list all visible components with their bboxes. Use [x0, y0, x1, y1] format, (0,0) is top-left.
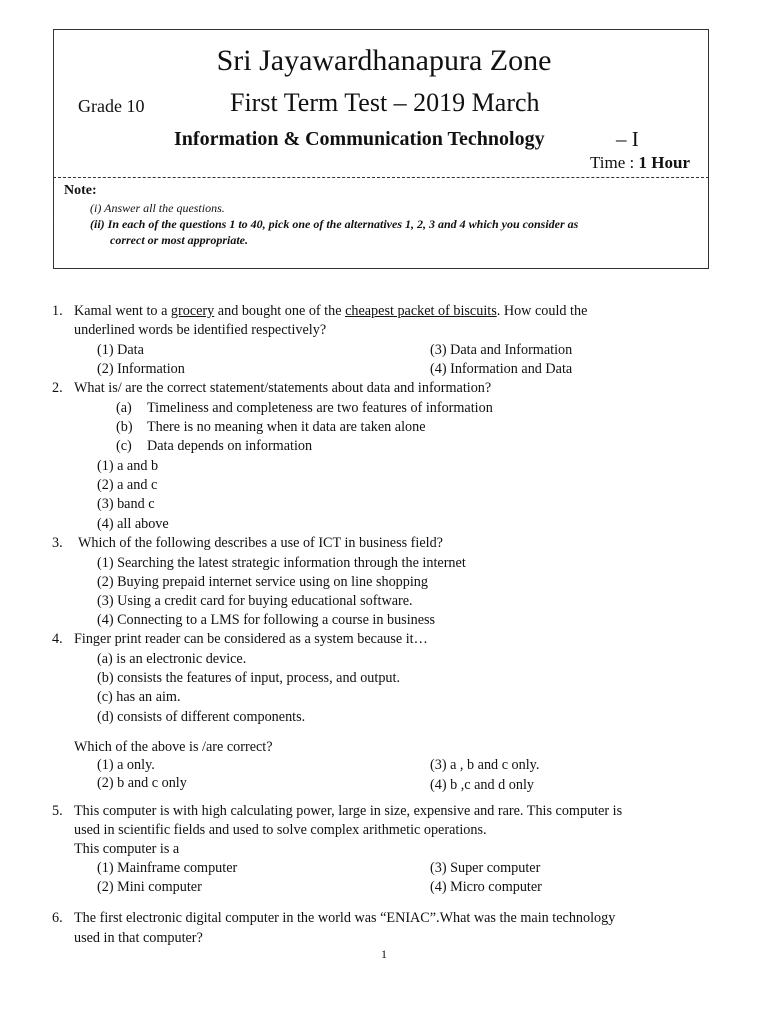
q5-text-line-3: This computer is a	[74, 841, 180, 857]
q1-option-1: (1) Data	[97, 342, 144, 358]
q5-number: 5.	[52, 803, 63, 819]
note-left-border	[53, 177, 54, 269]
note-bottom-divider	[53, 268, 709, 269]
q2-text: What is/ are the correct statement/statements about data and information?	[74, 380, 492, 396]
test-title: First Term Test – 2019 March	[230, 88, 540, 117]
q1-underline-biscuits: cheapest packet of biscuits	[345, 303, 497, 319]
q1-option-2: (2) Information	[97, 361, 185, 377]
q4-sub-question: Which of the above is /are correct?	[74, 739, 273, 755]
q1-text	[74, 302, 587, 321]
q4-statement-d: (d) consists of different components.	[97, 709, 306, 725]
q2-statement-c-label: (c)	[116, 438, 132, 454]
q2-statement-a: Timeliness and completeness are two features of information	[147, 400, 493, 416]
q4-option-1: (1) a only.	[97, 757, 155, 773]
q1-option-3: (3) Data and Information	[430, 342, 573, 358]
q3-option-2: (2) Buying prepaid internet service using on line shopping	[97, 574, 428, 590]
q2-option-1: (1) a and b	[97, 458, 159, 474]
q2-option-2: (2) a and c	[97, 477, 158, 493]
note-item-1: (i) Answer all the questions.	[90, 201, 225, 215]
q2-number: 2.	[52, 380, 63, 396]
q1-text-b: and bought one of the	[214, 303, 346, 319]
note-top-divider	[53, 177, 709, 178]
q1-text-line-2: underlined words be identified respectively?	[74, 322, 327, 338]
q6-text-line-1: The first electronic digital computer in the world was “ENIAC”.What was the main technology	[74, 910, 616, 926]
q6-number: 6.	[52, 910, 63, 926]
q3-option-3: (3) Using a credit card for buying educational software.	[97, 593, 413, 609]
q1-number: 1.	[52, 303, 63, 319]
q4-statement-a: (a) is an electronic device.	[97, 651, 247, 667]
q1-option-4: (4) Information and Data	[430, 361, 573, 377]
q4-option-2: (2) b and c only	[97, 775, 187, 791]
q4-statement-c: (c) has an aim.	[97, 689, 181, 705]
q3-text: Which of the following describes a use of ICT in business field?	[78, 535, 443, 551]
q2-statement-c: Data depends on information	[147, 438, 313, 454]
q2-statement-b-label: (b)	[116, 419, 133, 435]
q2-statement-b: There is no meaning when it data are taken alone	[147, 419, 426, 435]
time-value: 1 Hour	[638, 153, 690, 172]
q1-text-a: Kamal went to a	[74, 303, 171, 319]
q5-option-3: (3) Super computer	[430, 860, 541, 876]
q5-option-4: (4) Micro computer	[430, 879, 542, 895]
time-allowed	[590, 153, 690, 173]
note-right-border	[708, 177, 709, 269]
q1-underline-grocery: grocery	[170, 303, 215, 319]
grade-label: Grade 10	[78, 96, 145, 116]
subject-title: Information & Communication Technology	[174, 128, 545, 150]
q2-statement-a-label: (a)	[116, 400, 132, 416]
zone-title: Sri Jayawardhanapura Zone	[216, 44, 552, 77]
q6-text-line-2: used in that computer?	[74, 930, 203, 946]
note-item-2-line-2: correct or most appropriate.	[110, 233, 248, 247]
q1-text-c: . How could the	[496, 303, 588, 319]
note-label: Note:	[64, 183, 97, 198]
q2-option-3: (3) band c	[97, 496, 155, 512]
q4-number: 4.	[52, 631, 63, 647]
q5-text-line-1: This computer is with high calculating power, large in size, expensive and rare. This computer is	[74, 803, 623, 819]
q3-option-4: (4) Connecting to a LMS for following a course in business	[97, 612, 436, 628]
q3-number: 3.	[52, 535, 63, 551]
q4-option-4: (4) b ,c and d only	[430, 777, 535, 793]
q5-option-2: (2) Mini computer	[97, 879, 202, 895]
paper-part: – I	[616, 127, 639, 151]
q4-option-3: (3) a , b and c only.	[430, 757, 540, 773]
page-number: 1	[381, 947, 387, 961]
q3-option-1: (1) Searching the latest strategic information through the internet	[97, 555, 466, 571]
q4-text: Finger print reader can be considered as a system because it…	[74, 631, 428, 647]
q4-statement-b: (b) consists the features of input, process, and output.	[97, 670, 400, 686]
q5-text-line-2: used in scientific fields and used to solve complex arithmetic operations.	[74, 822, 487, 838]
q2-option-4: (4) all above	[97, 516, 169, 532]
q5-option-1: (1) Mainframe computer	[97, 860, 238, 876]
note-item-2-line-1: (ii) In each of the questions 1 to 40, pick one of the alternatives 1, 2, 3 and 4 which you consider as	[90, 217, 579, 231]
time-label: Time :	[590, 153, 639, 172]
